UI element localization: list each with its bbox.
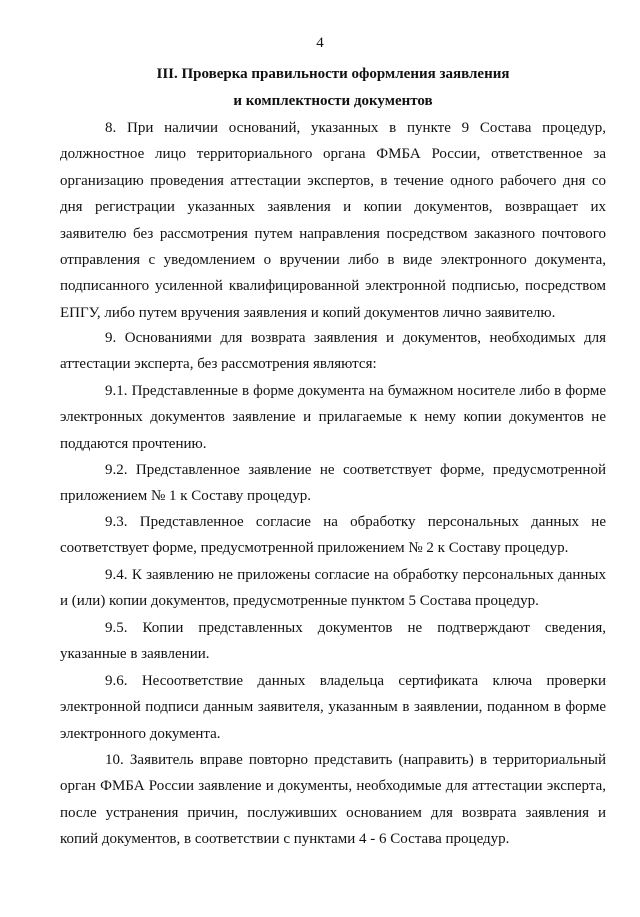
paragraph-9-6: 9.6. Несоответствие данных владельца сертификата ключа проверки электронной подписи данным заявителя, указанным в заявлении, поданном в форме электронного документа. — [60, 673, 606, 742]
paragraph-9-4: 9.4. К заявлению не приложены согласие на обработку персональных данных и (или) копии документов, предусмотренные пунктом 5 Состава процедур. — [60, 567, 606, 610]
section-title-line-2: и комплектности документов — [233, 93, 433, 109]
paragraph-9-1: 9.1. Представленные в форме документа на бумажном носителе либо в форме электронных документов заявление и прилагаемые к нему копии документов не поддаются прочтению. — [60, 383, 606, 452]
paragraph-9-2: 9.2. Представленное заявление не соответствует форме, предусмотренной приложением № 1 к Составу процедур. — [60, 462, 606, 505]
section-title-line-1: III. Проверка правильности оформления заявления — [156, 66, 510, 82]
paragraph-8: 8. При наличии оснований, указанных в пункте 9 Состава процедур, должностное лицо территориального органа ФМБА России, ответственное за организацию проведения аттестации экспертов, в течение одного рабочего дня со дня регистрации указанных заявления и копии документов, возвращает их заявителю без рассмотрения путем направления посредством заказного почтового отправления с уведомлением о вручении либо в виде электронного документа, подписанного усиленной квалифицированной электронной подписью, посредством ЕПГУ, либо путем вручения заявления и копий документов лично заявителю. — [60, 120, 606, 321]
paragraph-9: 9. Основаниями для возврата заявления и документов, необходимых для аттестации эксперта, без рассмотрения являются: — [60, 330, 606, 373]
paragraph-9-5: 9.5. Копии представленных документов не подтверждают сведения, указанные в заявлении. — [60, 620, 606, 663]
paragraph-9-3: 9.3. Представленное согласие на обработку персональных данных не соответствует форме, предусмотренной приложением № 2 к Составу процедур. — [60, 514, 606, 557]
paragraph-10: 10. Заявитель вправе повторно представить (направить) в территориальный орган ФМБА России заявление и документы, необходимые для аттестации эксперта, после устранения причин, послуживших основанием для возврата заявления и копий документов, в соответствии с пунктами 4 - 6 Состава процедур. — [60, 752, 606, 848]
page-number: 4 — [316, 35, 324, 51]
